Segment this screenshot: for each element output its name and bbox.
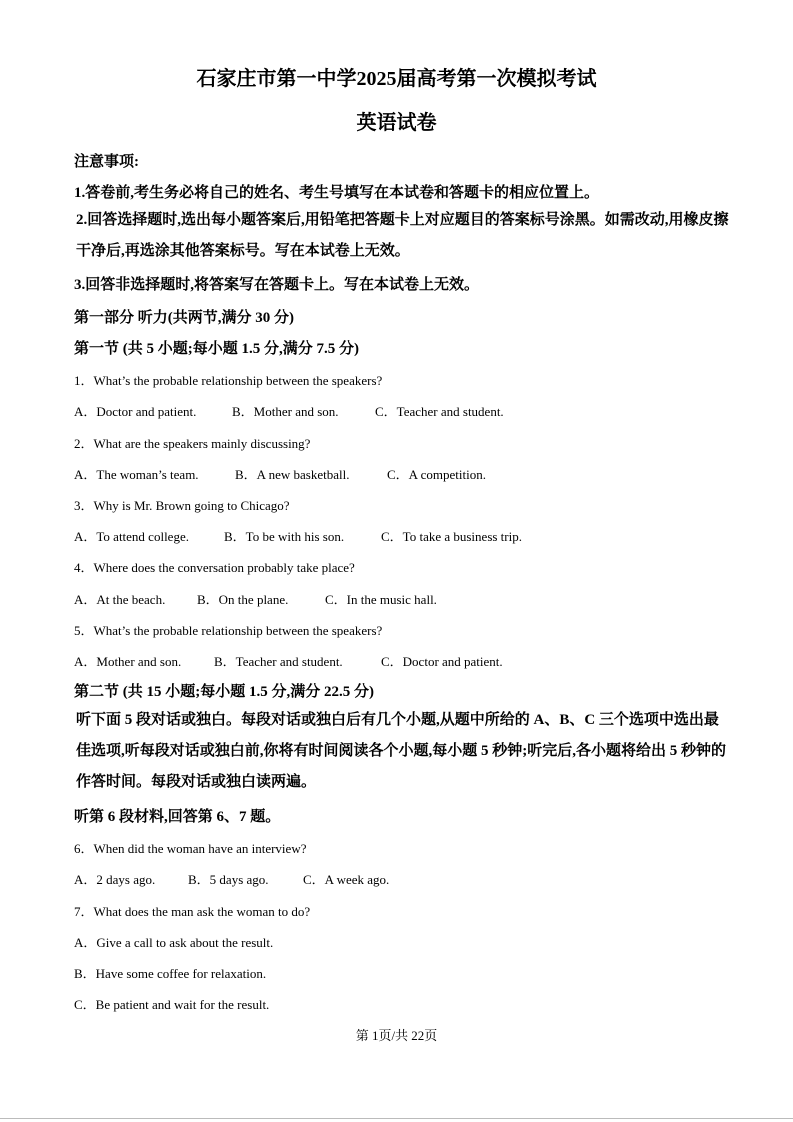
option-c: C．To take a business trip. — [381, 529, 522, 544]
option-b: B．A new basketball. — [235, 467, 350, 482]
notice-item-1: 1.答卷前,考生务必将自己的姓名、考生号填写在本试卷和答题卡的相应位置上。 — [74, 185, 600, 201]
question-4-options — [74, 589, 437, 608]
question-6-options — [74, 869, 389, 888]
section1-heading: 第一节 (共 5 小题;每小题 1.5 分,满分 7.5 分) — [74, 341, 359, 357]
question-5: 5．What’s the probable relationship between the speakers? — [74, 623, 383, 638]
option-a: A．To attend college. — [74, 529, 189, 544]
exam-subtitle: 英语试卷 — [356, 112, 437, 134]
question-7: 7．What does the man ask the woman to do? — [74, 904, 311, 919]
option-a: A．The woman’s team. — [74, 467, 199, 482]
notice-heading: 注意事项: — [74, 154, 139, 170]
section2-instructions: 听下面 5 段对话或独白。每段对话或独白后有几个小题,从题中所给的 A、B、C 三个选项中选出最佳选项,听每段对话或独白前,你将有时间阅读各个小题,每小题 5 秒钟;听完后,各小题将给出 5 秒钟的作答时间。每段对话或独白读两遍。 — [76, 712, 726, 790]
option-a: A．Mother and son. — [74, 654, 182, 669]
exam-title: 石家庄市第一中学2025届高考第一次模拟考试 — [196, 68, 597, 90]
option-c: C．A competition. — [387, 467, 486, 482]
option-b: B．Teacher and student. — [214, 654, 343, 669]
option-a: A．Doctor and patient. — [74, 404, 197, 419]
question-1-options — [74, 401, 504, 420]
option-b: B．Mother and son. — [232, 404, 339, 419]
option-b: B．On the plane. — [197, 592, 289, 607]
option-b: B．5 days ago. — [188, 872, 269, 887]
question-7-option-a: A．Give a call to ask about the result. — [74, 935, 274, 950]
option-c: C．A week ago. — [303, 872, 390, 887]
notice-item-3: 3.回答非选择题时,将答案写在答题卡上。写在本试卷上无效。 — [74, 277, 480, 293]
part1-heading: 第一部分 听力(共两节,满分 30 分) — [74, 310, 294, 326]
option-a: A．2 days ago. — [74, 872, 156, 887]
question-6: 6．When did the woman have an interview? — [74, 841, 307, 856]
question-2: 2．What are the speakers mainly discussing? — [74, 436, 311, 451]
option-c: C．Doctor and patient. — [381, 654, 503, 669]
question-3: 3．Why is Mr. Brown going to Chicago? — [74, 498, 290, 513]
option-a: A．At the beach. — [74, 592, 166, 607]
page-number: 第 1页/共 22页 — [355, 1028, 438, 1043]
question-7-option-c: C．Be patient and wait for the result. — [74, 997, 270, 1012]
question-5-options — [74, 651, 503, 670]
question-3-options — [74, 526, 522, 545]
question-7-option-b: B．Have some coffee for relaxation. — [74, 966, 267, 981]
notice-item-2: 2.回答选择题时,选出每小题答案后,用铅笔把答题卡上对应题目的答案标号涂黑。如需改动,用橡皮擦干净后,再选涂其他答案标号。写在本试卷上无效。 — [76, 212, 729, 259]
option-c: C．Teacher and student. — [375, 404, 504, 419]
section2-heading: 第二节 (共 15 小题;每小题 1.5 分,满分 22.5 分) — [74, 684, 374, 700]
page-bottom-rule — [0, 1118, 793, 1119]
question-1: 1．What’s the probable relationship between the speakers? — [74, 373, 383, 388]
passage-6-heading: 听第 6 段材料,回答第 6、7 题。 — [74, 809, 281, 825]
option-c: C．In the music hall. — [325, 592, 437, 607]
option-b: B．To be with his son. — [224, 529, 345, 544]
question-2-options — [74, 464, 486, 483]
question-4: 4．Where does the conversation probably take place? — [74, 560, 355, 575]
